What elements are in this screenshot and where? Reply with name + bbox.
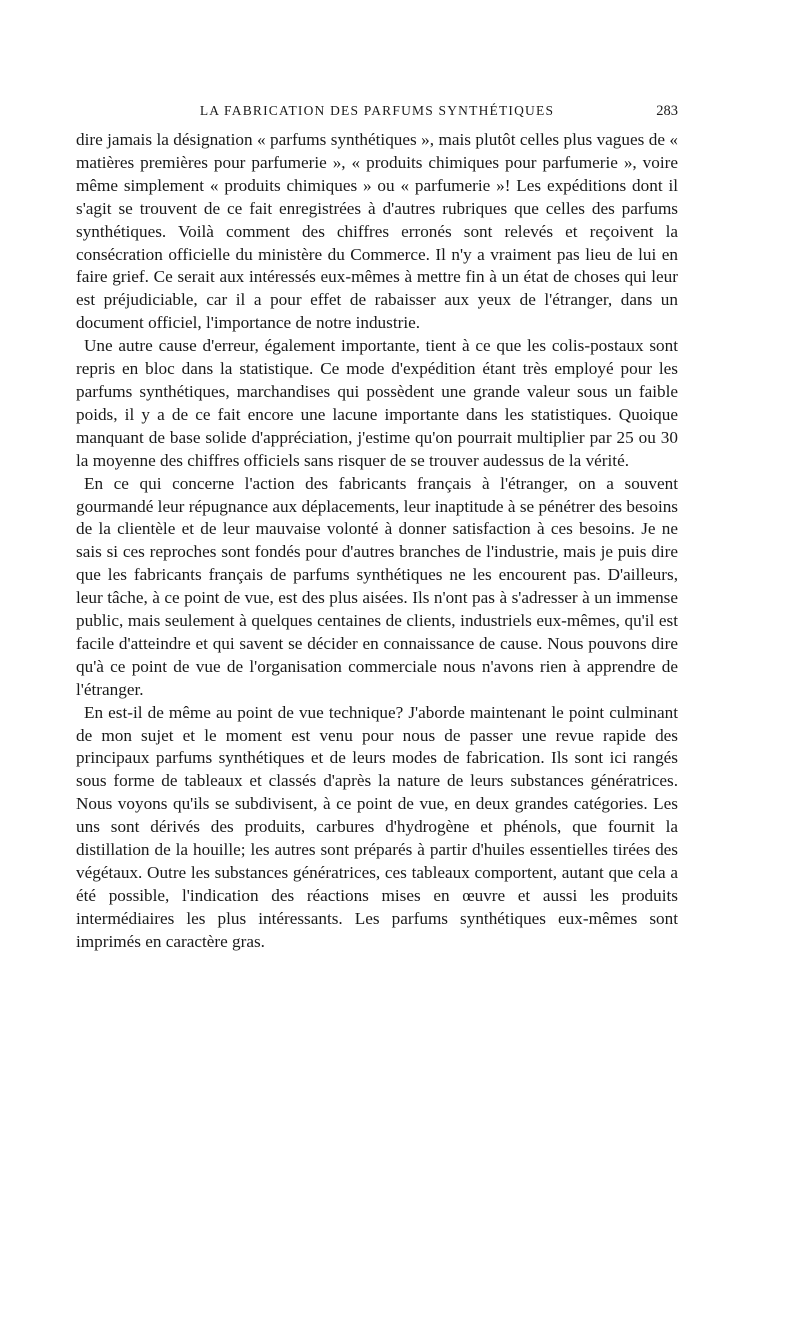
paragraph-4: En est-il de même au point de vue technique? J'aborde maintenant le point culminant de mon sujet et le moment est venu pour nous de passer une revue rapide des principaux parfums synthétiques et de leurs modes de fabrication. Ils sont ici rangés sous forme de tableaux et classés d'après la nature de leurs substances génératrices. Nous voyons qu'ils se subdivisent, à ce point de vue, en deux grandes catégories. Les uns sont dérivés des produits, carbures d'hydrogène et phénols, que fournit la distillation de la houille; les autres sont préparés à partir d'huiles essentielles tirées des végétaux. Outre les substances génératrices, ces tableaux comportent, autant que cela a été possible, l'indication des réactions mises en œuvre et aussi les produits intermédiaires les plus intéressants. Les parfums synthétiques eux-mêmes sont imprimés en caractère gras.	[76, 702, 678, 951]
running-title: LA FABRICATION DES PARFUMS SYNTHÉTIQUES	[199, 103, 555, 118]
page-number: 283	[656, 103, 678, 119]
paragraph-2: Une autre cause d'erreur, également importante, tient à ce que les colis-postaux sont repris en bloc dans la statistique. Ce mode d'expédition étant très employé pour les parfums synthétiques, marchandises qui possèdent une grande valeur sous un faible poids, il y a de ce fait encore une lacune importante dans les statistiques. Quoique manquant de base solide d'appréciation, j'estime qu'on pourrait multiplier par 25 ou 30 la moyenne des chiffres officiels sans risquer de se trouver audessus de la vérité.	[76, 336, 678, 470]
body-text	[76, 129, 678, 954]
running-header	[76, 100, 678, 122]
paragraph-3: En ce qui concerne l'action des fabricants français à l'étranger, on a souvent gourmandé leur répugnance aux déplacements, leur inaptitude à se pénétrer des besoins de la clientèle et de leur mauvaise volonté à donner satisfaction à ces besoins. Je ne sais si ces reproches sont fondés pour d'autres branches de l'industrie, mais je puis dire que les fabricants français de parfums synthétiques ne les encourent pas. D'ailleurs, leur tâche, à ce point de vue, est des plus aisées. Ils n'ont pas à s'adresser à un immense public, mais seulement à quelques centaines de clients, industriels eux-mêmes, qu'il est facile d'atteindre et qui savent se décider en connaissance de cause. Nous pouvons dire qu'à ce point de vue de l'organisation commerciale nous n'avons rien à apprendre de l'étranger.	[76, 473, 678, 699]
paragraph-1: dire jamais la désignation « parfums synthétiques », mais plutôt celles plus vagues de « matières premières pour parfumerie », « produits chimiques pour parfumerie », voire même simplement « produits chimiques » ou « parfumerie »! Les expéditions dont il s'agit se trouvent de ce fait enregistrées à d'autres rubriques que celles des parfums synthétiques. Voilà comment des chiffres erronés sont relevés et reçoivent la consécration officielle du ministère du Commerce. Il n'y a vraiment pas lieu de lui en faire grief. Ce serait aux intéressés eux-mêmes à mettre fin à un état de choses qui leur est préjudiciable, car il a pour effet de rabaisser aux yeux de l'étranger, dans un document officiel, l'importance de notre industrie.	[76, 130, 678, 333]
